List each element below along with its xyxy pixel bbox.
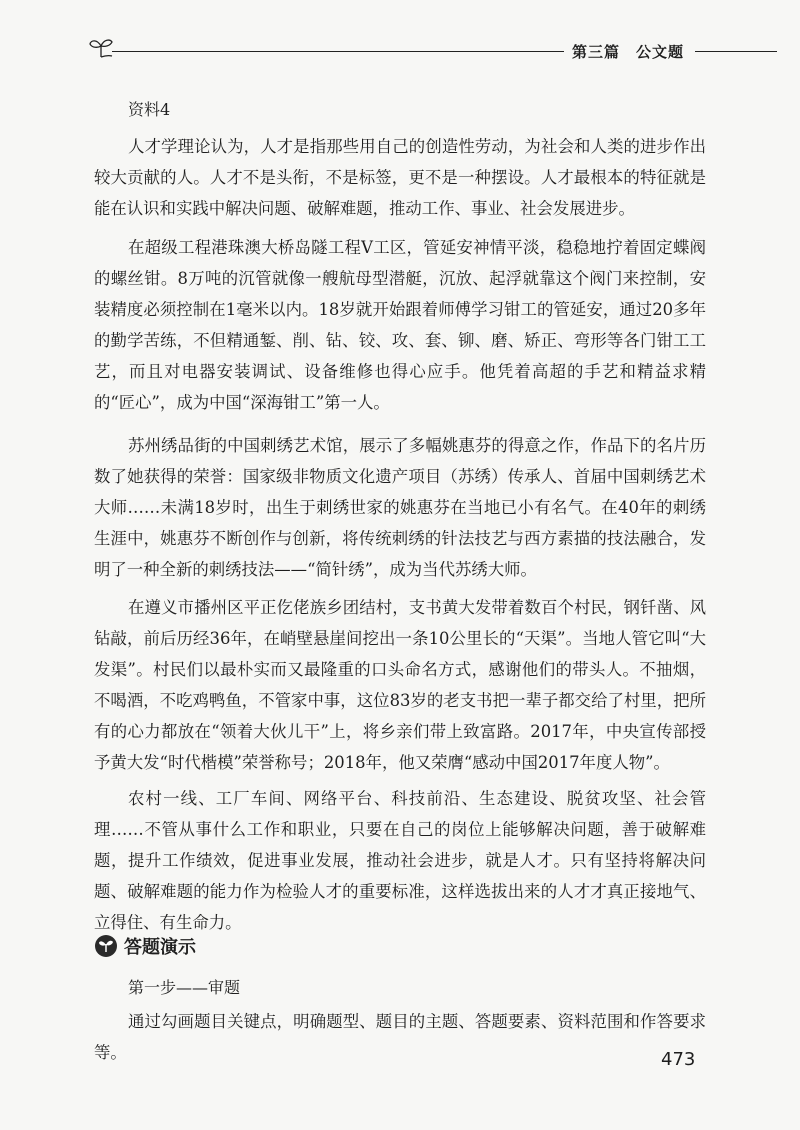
header-part: 第三篇 <box>572 43 621 61</box>
body-paragraph-4: 在遵义市播州区平正仡佬族乡团结村，支书黄大发带着数百个村民，钢钎凿、风钻敲，前后历经36年，在峭壁悬崖间挖出一条10公里长的“天渠”。当地人管它叫“大发渠”。村民们以最朴实而又最隆重的口头命名方式，感谢他们的带头人。不抽烟，不喝酒，不吃鸡鸭鱼，不管家中事，这位83岁的老支书把一辈子都交给了村里，把所有的心力都放在“领着大伙儿干”上，将乡亲们带上致富路。2017年，中央宣传部授予黄大发“时代楷模”荣誉称号；2018年，他又荣膺“感动中国2017年度人物”。 <box>94 598 706 772</box>
sprout-icon <box>88 36 114 58</box>
page-number: 473 <box>661 1049 696 1070</box>
page-header <box>0 30 800 70</box>
header-title <box>572 41 684 62</box>
material-label: 资料4 <box>128 100 171 119</box>
leaf-badge-icon <box>94 934 118 958</box>
section-heading <box>94 931 196 961</box>
step-paragraph: 通过勾画题目关键点，明确题型、题目的主题、答题要素、资料范围和作答要求等。 <box>94 1012 706 1062</box>
body-paragraph-1: 人才学理论认为，人才是指那些用自己的创造性劳动，为社会和人类的进步作出较大贡献的人。人才不是头衔，不是标签，更不是一种摆设。人才最根本的特征就是能在认识和实践中解决问题、破解难题，推动工作、事业、社会发展进步。 <box>94 137 706 218</box>
header-section: 公文题 <box>636 43 685 61</box>
step-title: 第一步——审题 <box>128 978 241 997</box>
body-paragraph-5: 农村一线、工厂车间、网络平台、科技前沿、生态建设、脱贫攻坚、社会管理……不管从事什么工作和职业，只要在自己的岗位上能够解决问题，善于破解难题，提升工作绩效，促进事业发展，推动社会进步，就是人才。只有坚持将解决问题、破解难题的能力作为检验人才的重要标准，这样选拔出来的人才才真正接地气、立得住、有生命力。 <box>94 789 706 932</box>
section-title: 答题演示 <box>124 937 196 958</box>
header-rule-right <box>695 51 777 52</box>
body-paragraph-2: 在超级工程港珠澳大桥岛隧工程V工区，管延安神情平淡，稳稳地拧着固定蝶阀的螺丝钳。8万吨的沉管就像一艘航母型潜艇，沉放、起浮就靠这个阀门来控制，安装精度必须控制在1毫米以内。18岁就开始跟着师傅学习钳工的管延安，通过20多年的勤学苦练，不但精通錾、削、钻、铰、攻、套、铆、磨、矫正、弯形等各门钳工工艺，而且对电器安装调试、设备维修也得心应手。他凭着高超的手艺和精益求精的“匠心”，成为中国“深海钳工”第一人。 <box>94 238 706 412</box>
body-paragraph-3: 苏州绣品街的中国刺绣艺术馆，展示了多幅姚惠芬的得意之作，作品下的名片历数了她获得的荣誉：国家级非物质文化遗产项目（苏绣）传承人、首届中国刺绣艺术大师……未满18岁时，出生于刺绣世家的姚惠芬在当地已小有名气。在40年的刺绣生涯中，姚惠芬不断创作与创新，将传统刺绣的针法技艺与西方素描的技法融合，发明了一种全新的刺绣技法——“简针绣”，成为当代苏绣大师。 <box>94 436 706 579</box>
header-rule-left <box>112 51 564 52</box>
